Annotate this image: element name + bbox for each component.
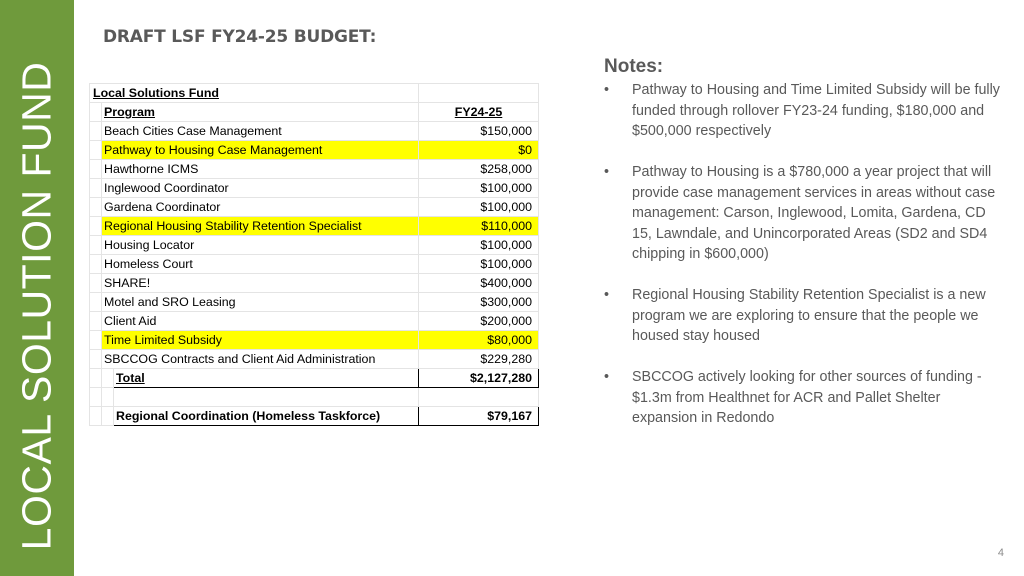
program-amount: $100,000 — [419, 236, 539, 255]
program-name: Pathway to Housing Case Management — [102, 141, 419, 160]
budget-row — [90, 179, 539, 198]
total-label: Total — [114, 369, 419, 388]
year-header: FY24-25 — [419, 103, 539, 122]
program-name: SBCCOG Contracts and Client Aid Administration — [102, 350, 419, 369]
budget-row — [90, 122, 539, 141]
spacer-row — [90, 388, 539, 407]
program-name: Time Limited Subsidy — [102, 331, 419, 350]
header-row — [90, 103, 539, 122]
note-text: Regional Housing Stability Retention Specialist is a new program we are exploring to ensure that the people we housed stay housed — [632, 287, 986, 344]
program-name: Housing Locator — [102, 236, 419, 255]
program-name: Beach Cities Case Management — [102, 122, 419, 141]
program-amount: $229,280 — [419, 350, 539, 369]
program-amount: $400,000 — [419, 274, 539, 293]
fund-label: Local Solutions Fund — [90, 84, 419, 103]
program-name: Client Aid — [102, 312, 419, 331]
program-amount: $110,000 — [419, 217, 539, 236]
total-amount: $2,127,280 — [419, 369, 539, 388]
program-name: Inglewood Coordinator — [102, 179, 419, 198]
budget-row — [90, 160, 539, 179]
program-name: Motel and SRO Leasing — [102, 293, 419, 312]
program-amount: $100,000 — [419, 255, 539, 274]
budget-table — [89, 83, 539, 426]
budget-row — [90, 236, 539, 255]
regional-row — [90, 407, 539, 426]
note-text: Pathway to Housing is a $780,000 a year project that will provide case management services in areas without case management: Carson, Inglewood, Lomita, Gardena, CD 15, Lawndale, and Unincorporated Areas (SD2 and SD4 chipping in $600,000) — [632, 164, 996, 262]
program-name: Gardena Coordinator — [102, 198, 419, 217]
program-amount: $80,000 — [419, 331, 539, 350]
program-name: SHARE! — [102, 274, 419, 293]
total-row — [90, 369, 539, 388]
program-amount: $100,000 — [419, 179, 539, 198]
notes-title: Notes: — [604, 56, 664, 77]
program-amount: $150,000 — [419, 122, 539, 141]
program-header: Program — [102, 103, 419, 122]
bullet-icon: • — [604, 82, 610, 98]
bullet-icon: • — [604, 287, 610, 303]
budget-row — [90, 293, 539, 312]
regional-label: Regional Coordination (Homeless Taskforce) — [114, 407, 419, 426]
program-amount: $300,000 — [419, 293, 539, 312]
note-item — [604, 367, 1004, 429]
budget-row — [90, 198, 539, 217]
notes-list — [604, 80, 1004, 449]
note-item — [604, 162, 1004, 265]
note-text: Pathway to Housing and Time Limited Subsidy will be fully funded through rollover FY23-24 funding, $180,000 and $500,000 respectively — [632, 82, 1000, 139]
program-amount: $258,000 — [419, 160, 539, 179]
bullet-icon: • — [604, 164, 610, 180]
program-amount: $200,000 — [419, 312, 539, 331]
program-name: Homeless Court — [102, 255, 419, 274]
program-amount: $0 — [419, 141, 539, 160]
budget-row — [90, 141, 539, 160]
note-item — [604, 80, 1004, 142]
side-title: LOCAL SOLUTION FUND — [13, 61, 60, 551]
budget-row — [90, 312, 539, 331]
slide-title: DRAFT LSF FY24-25 BUDGET: — [103, 27, 377, 47]
regional-amount: $79,167 — [419, 407, 539, 426]
page-number: 4 — [997, 547, 1004, 559]
note-text: SBCCOG actively looking for other sources of funding - $1.3m from Healthnet for ACR and Pallet Shelter expansion in Redondo — [632, 369, 982, 426]
program-name: Hawthorne ICMS — [102, 160, 419, 179]
budget-row — [90, 255, 539, 274]
budget-row — [90, 217, 539, 236]
bullet-icon: • — [604, 369, 610, 385]
budget-row — [90, 274, 539, 293]
budget-row — [90, 331, 539, 350]
program-amount: $100,000 — [419, 198, 539, 217]
note-item — [604, 285, 1004, 347]
fund-label-row — [90, 84, 539, 103]
program-name: Regional Housing Stability Retention Specialist — [102, 217, 419, 236]
budget-row — [90, 350, 539, 369]
